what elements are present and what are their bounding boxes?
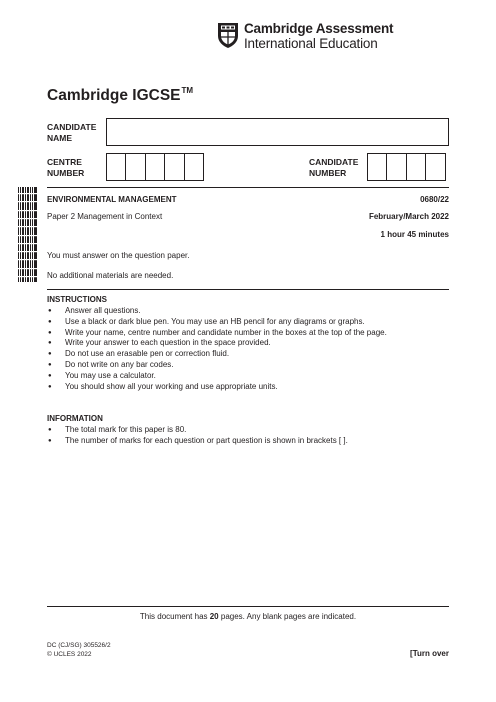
copyright: © UCLES 2022 xyxy=(47,651,92,658)
logo-line-1: Cambridge Assessment xyxy=(244,21,394,36)
paper-title: Paper 2 Management in Context xyxy=(47,212,163,221)
exam-session: February/March 2022 xyxy=(368,212,449,221)
syllabus-code: 0680/22 xyxy=(420,195,449,204)
barcode xyxy=(18,187,38,282)
candidate-name-label xyxy=(47,122,96,144)
centre-number-label-line-1: CENTRE xyxy=(47,157,82,167)
page-title xyxy=(47,86,193,105)
candidate-number-cell[interactable] xyxy=(367,153,387,181)
instructions-list xyxy=(47,306,387,392)
materials-line-2: No additional materials are needed. xyxy=(47,271,174,280)
information-item: ● The total mark for this paper is 80. xyxy=(47,425,348,436)
centre-number-boxes xyxy=(106,153,204,181)
page-count-number: 20 xyxy=(209,612,219,621)
instruction-item: ● Use a black or dark blue pen. You may use an HB pencil for any diagrams or graphs. xyxy=(47,317,387,328)
subject-title: ENVIRONMENTAL MANAGEMENT xyxy=(47,195,177,204)
document-code: DC (CJ/SG) 305526/2 xyxy=(47,642,111,649)
centre-number-cell[interactable] xyxy=(145,153,165,181)
candidate-number-label xyxy=(309,157,358,179)
centre-number-cell[interactable] xyxy=(164,153,184,181)
centre-number-cell[interactable] xyxy=(125,153,145,181)
instruction-item: ● Do not write on any bar codes. xyxy=(47,360,387,371)
materials-line-1: You must answer on the question paper. xyxy=(47,251,190,260)
divider xyxy=(47,187,449,188)
instructions-heading: INSTRUCTIONS xyxy=(47,295,107,304)
centre-number-cell[interactable] xyxy=(184,153,204,181)
footer-divider xyxy=(47,606,449,607)
divider xyxy=(47,289,449,290)
candidate-number-boxes xyxy=(367,153,446,181)
logo-line-2: International Education xyxy=(244,36,378,51)
candidate-number-label-line-2: NUMBER xyxy=(309,168,347,178)
centre-number-label xyxy=(47,157,84,179)
information-list xyxy=(47,425,348,447)
title-text: Cambridge IGCSE xyxy=(47,87,181,104)
candidate-number-cell[interactable] xyxy=(386,153,406,181)
instruction-item: ● Write your name, centre number and candidate number in the boxes at the top of the page. xyxy=(47,328,387,339)
page-count-note xyxy=(47,612,449,621)
instruction-item: ● You should show all your working and use appropriate units. xyxy=(47,382,387,393)
trademark-mark: TM xyxy=(181,86,194,95)
instruction-item: ● You may use a calculator. xyxy=(47,371,387,382)
candidate-name-label-line-1: CANDIDATE xyxy=(47,122,97,132)
turn-over: [Turn over xyxy=(410,649,449,658)
page-count-prefix: This document has xyxy=(139,612,210,621)
instruction-item: ● Answer all questions. xyxy=(47,306,387,317)
information-heading: INFORMATION xyxy=(47,414,103,423)
centre-number-label-line-2: NUMBER xyxy=(47,168,85,178)
instruction-item: ● Do not use an erasable pen or correction fluid. xyxy=(47,349,387,360)
information-item: ● The number of marks for each question or part question is shown in brackets [ ]. xyxy=(47,436,348,447)
candidate-name-box[interactable] xyxy=(106,118,449,146)
candidate-number-cell[interactable] xyxy=(425,153,445,181)
page-count-suffix: pages. Any blank pages are indicated. xyxy=(218,612,357,621)
candidate-number-cell[interactable] xyxy=(406,153,426,181)
exam-duration: 1 hour 45 minutes xyxy=(380,230,449,239)
candidate-name-label-line-2: NAME xyxy=(47,133,73,143)
shield-icon xyxy=(217,22,239,49)
candidate-number-label-line-1: CANDIDATE xyxy=(309,157,359,167)
instruction-item: ● Write your answer to each question in the space provided. xyxy=(47,338,387,349)
centre-number-cell[interactable] xyxy=(106,153,126,181)
